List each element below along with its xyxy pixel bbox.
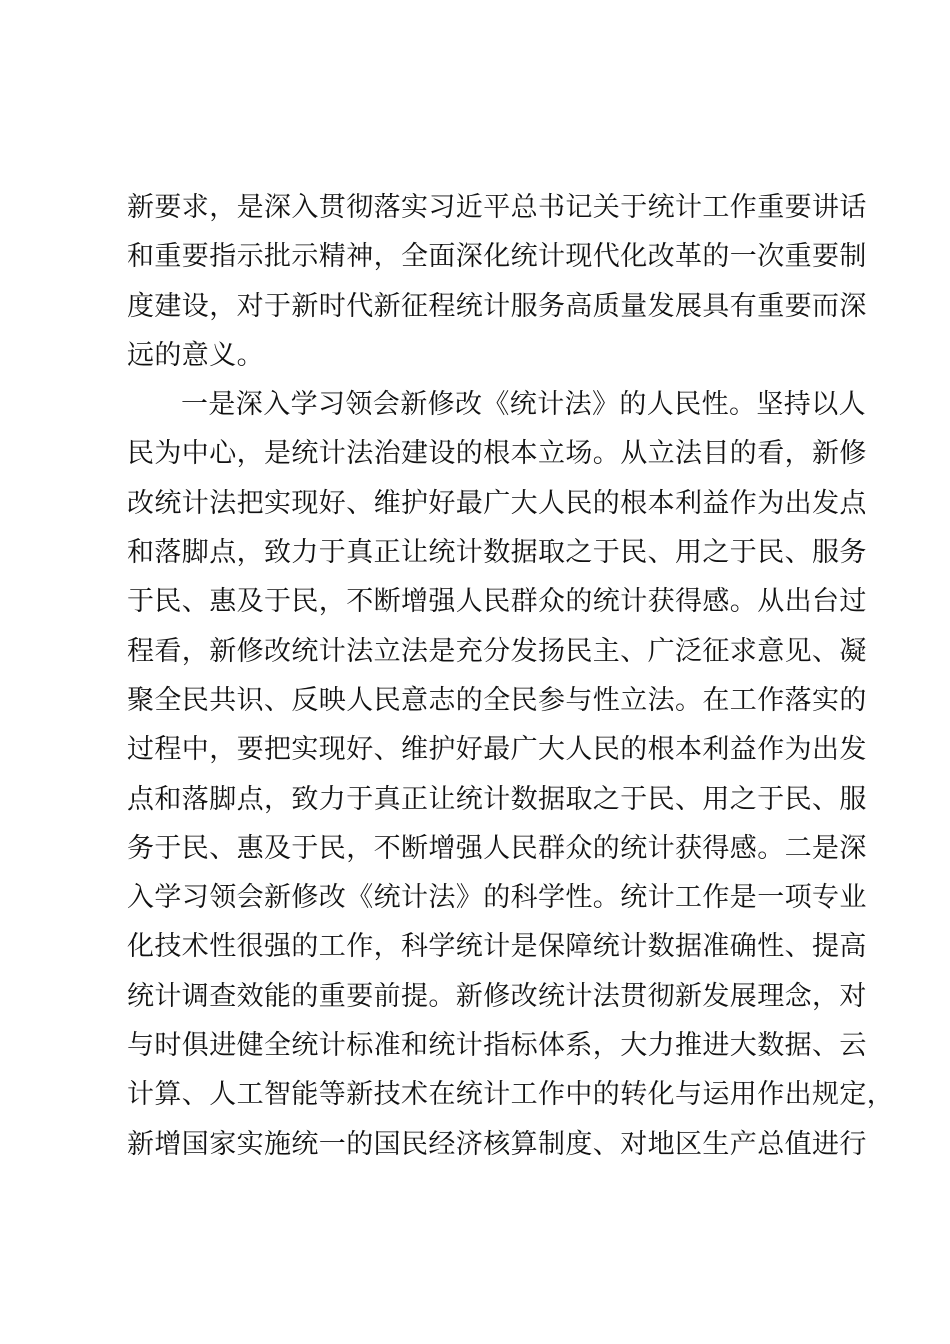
- text-line: 度建设，对于新时代新征程统计服务高质量发展具有重要而深: [127, 290, 867, 322]
- text-line: 点和落脚点，致力于真正让统计数据取之于民、用之于民、服: [127, 783, 867, 815]
- text-line: 于民、惠及于民，不断增强人民群众的统计获得感。从出台过: [127, 586, 867, 618]
- document-body: [127, 183, 895, 1169]
- text-line: 统计调查效能的重要前提。新修改统计法贯彻新发展理念，对: [127, 980, 867, 1012]
- text-line: 和落脚点，致力于真正让统计数据取之于民、用之于民、服务: [127, 537, 867, 569]
- text-line: 入学习领会新修改《统计法》的科学性。统计工作是一项专业: [127, 882, 867, 914]
- text-line: 程看，新修改统计法立法是充分发扬民主、广泛征求意见、凝: [127, 635, 867, 667]
- text-line: 改统计法把实现好、维护好最广大人民的根本利益作为出发点: [127, 487, 867, 519]
- text-line: 民为中心，是统计法治建设的根本立场。从立法目的看，新修: [127, 438, 867, 470]
- paragraph-first-line: 一是深入学习领会新修改《统计法》的人民性。坚持以人: [181, 389, 866, 421]
- text-line: 新增国家实施统一的国民经济核算制度、对地区生产总值进行: [127, 1128, 867, 1160]
- text-line: 务于民、惠及于民，不断增强人民群众的统计获得感。二是深: [127, 832, 867, 864]
- text-line: 和重要指示批示精神，全面深化统计现代化改革的一次重要制: [127, 241, 867, 273]
- text-line: 与时俱进健全统计标准和统计指标体系，大力推进大数据、云: [127, 1030, 867, 1062]
- text-line: 过程中，要把实现好、维护好最广大人民的根本利益作为出发: [127, 734, 867, 766]
- text-line: 远的意义。: [127, 339, 264, 371]
- text-line: 化技术性很强的工作，科学统计是保障统计数据准确性、提高: [127, 931, 867, 963]
- text-line: 计算、人工智能等新技术在统计工作中的转化与运用作出规定，: [127, 1079, 895, 1111]
- text-line: 聚全民共识、反映人民意志的全民参与性立法。在工作落实的: [127, 684, 867, 716]
- text-line: 新要求，是深入贯彻落实习近平总书记关于统计工作重要讲话: [127, 192, 867, 223]
